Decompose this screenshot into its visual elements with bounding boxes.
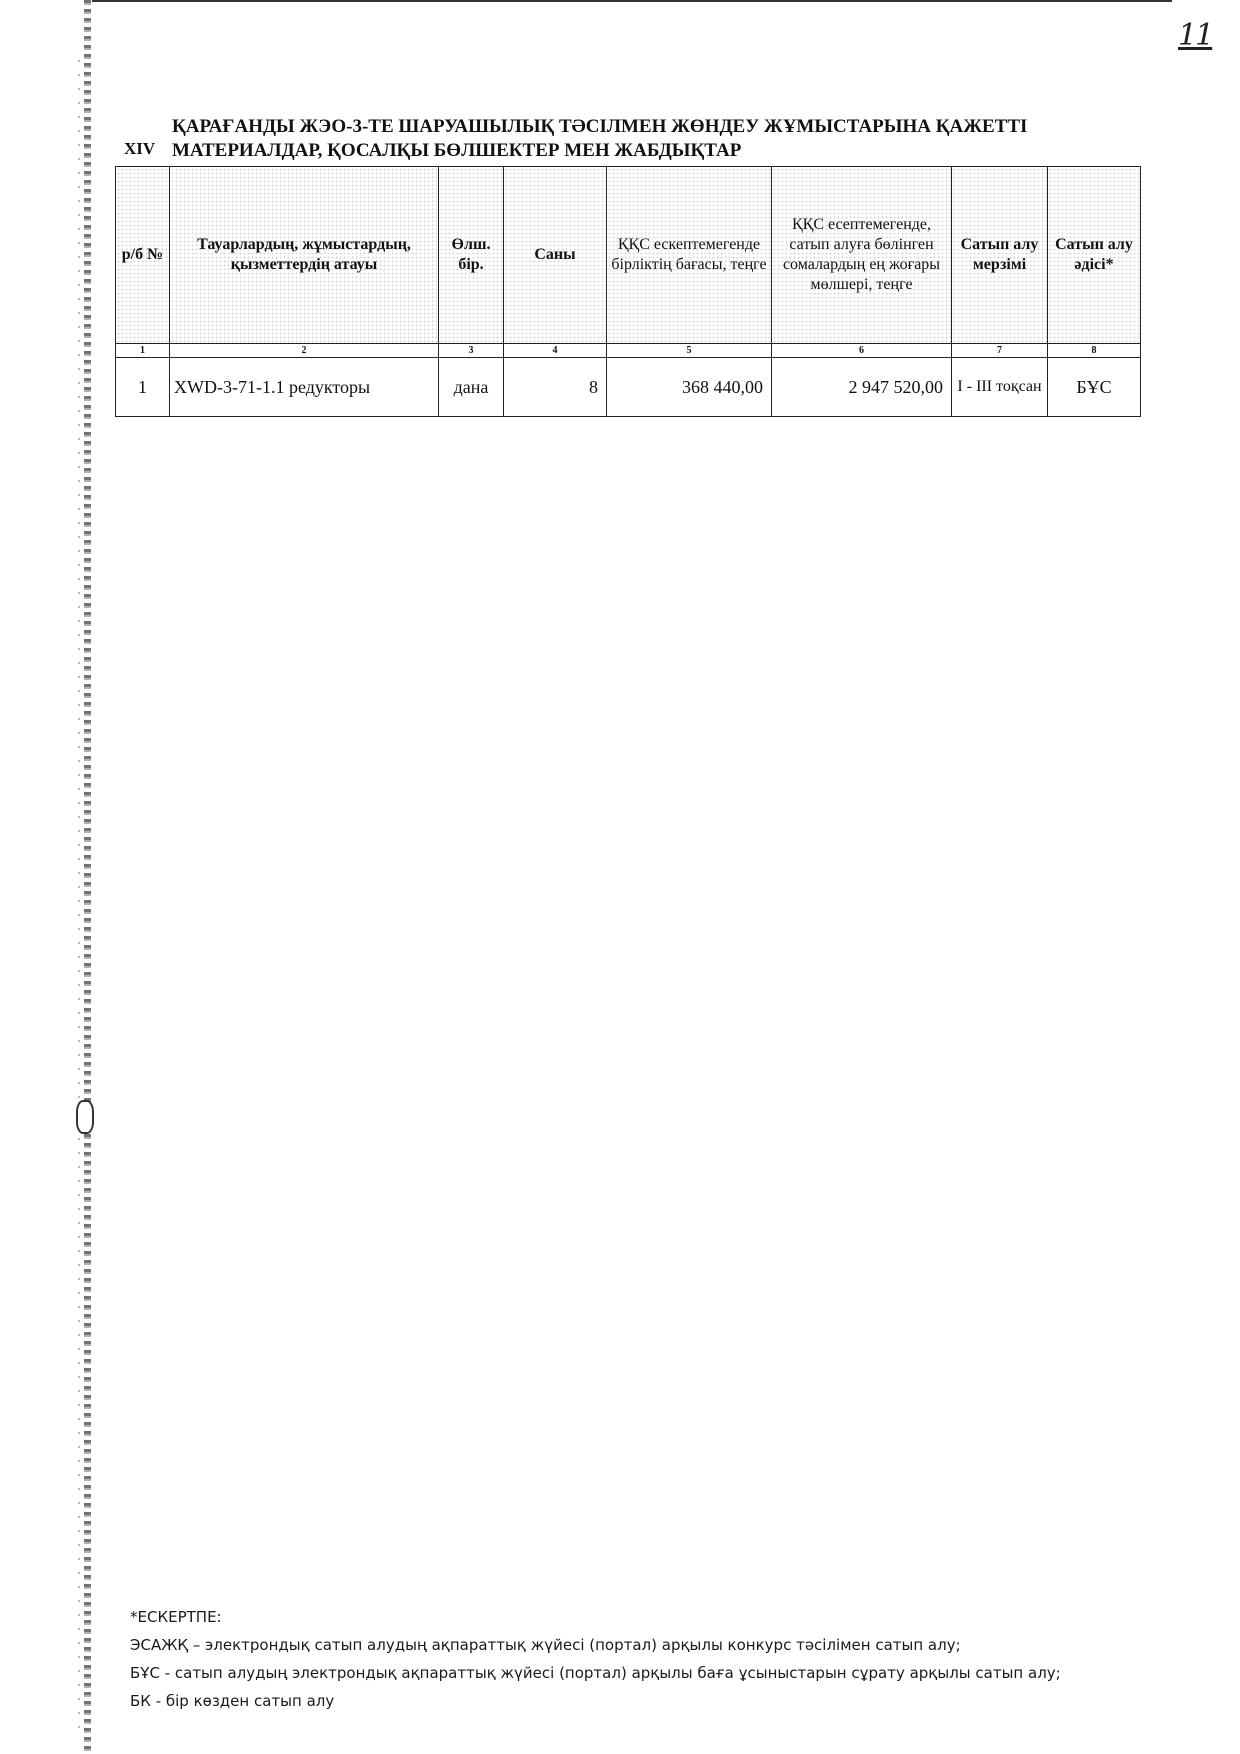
scan-edge-top [92, 0, 1172, 6]
column-number: 7 [952, 344, 1048, 358]
table-row [116, 358, 1141, 417]
col-header-total: ҚҚС есептемегенде, сатып алуға бөлінген сомалардың ең жоғары мөлшері, теңге [772, 167, 952, 344]
title-line: МАТЕРИАЛДАР, ҚОСАЛҚЫ БӨЛШЕКТЕР МЕН ЖАБДЫҚТАР [172, 140, 742, 161]
footnote-line: БҰС - сатып алудың электрондық ақпараттық жүйесі (портал) арқылы баға ұсыныстарын сұрату арқылы сатып алу; [130, 1664, 1061, 1682]
column-number: 2 [170, 344, 439, 358]
column-number: 5 [607, 344, 772, 358]
row-term: I - III тоқсан [952, 358, 1048, 417]
column-number-row [116, 344, 1141, 358]
scan-edge-shadow [78, 60, 80, 1740]
footnote [130, 1603, 1130, 1715]
section-number: XIV [124, 139, 156, 158]
col-header-qty: Саны [504, 167, 607, 344]
row-unit: дана [439, 358, 504, 417]
col-header-term: Сатып алу мерзімі [952, 167, 1048, 344]
footnote-heading: *ЕСКЕРТПЕ: [130, 1608, 222, 1626]
col-header-method: Сатып алу әдісі* [1048, 167, 1141, 344]
column-number: 3 [439, 344, 504, 358]
col-header-unit: Өлш. бір. [439, 167, 504, 344]
table-header-row [116, 167, 1141, 344]
row-index: 1 [116, 358, 170, 417]
procurement-table [115, 166, 1141, 417]
row-unit-price: 368 440,00 [607, 358, 772, 417]
col-header-index: р/б № [116, 167, 170, 344]
binder-hole-mark [76, 1100, 94, 1134]
scan-edge-left [84, 0, 91, 1754]
row-quantity: 8 [504, 358, 607, 417]
column-number: 8 [1048, 344, 1141, 358]
handwritten-page-number: 11 [1178, 18, 1213, 53]
row-item-name: XWD-3-71-1.1 редукторы [170, 358, 439, 417]
footnote-line: ЭСАЖҚ – электрондық сатып алудың ақпараттық жүйесі (портал) арқылы конкурс тәсілімен сатып алу; [130, 1636, 961, 1654]
column-number: 4 [504, 344, 607, 358]
row-method: БҰС [1048, 358, 1141, 417]
row-total: 2 947 520,00 [772, 358, 952, 417]
col-header-name: Тауарлардың, жұмыстардың, қызметтердің атауы [170, 167, 439, 344]
col-header-unit-price: ҚҚС ескептемегенде бірліктің бағасы, теңге [607, 167, 772, 344]
footnote-line: БК - бір көзден сатып алу [130, 1692, 335, 1710]
document-title [172, 115, 1132, 163]
title-line: ҚАРАҒАНДЫ ЖЭО-3-ТЕ ШАРУАШЫЛЫҚ ТӘСІЛМЕН ЖӨНДЕУ ЖҰМЫСТАРЫНА ҚАЖЕТТІ [172, 116, 1028, 137]
column-number: 1 [116, 344, 170, 358]
column-number: 6 [772, 344, 952, 358]
